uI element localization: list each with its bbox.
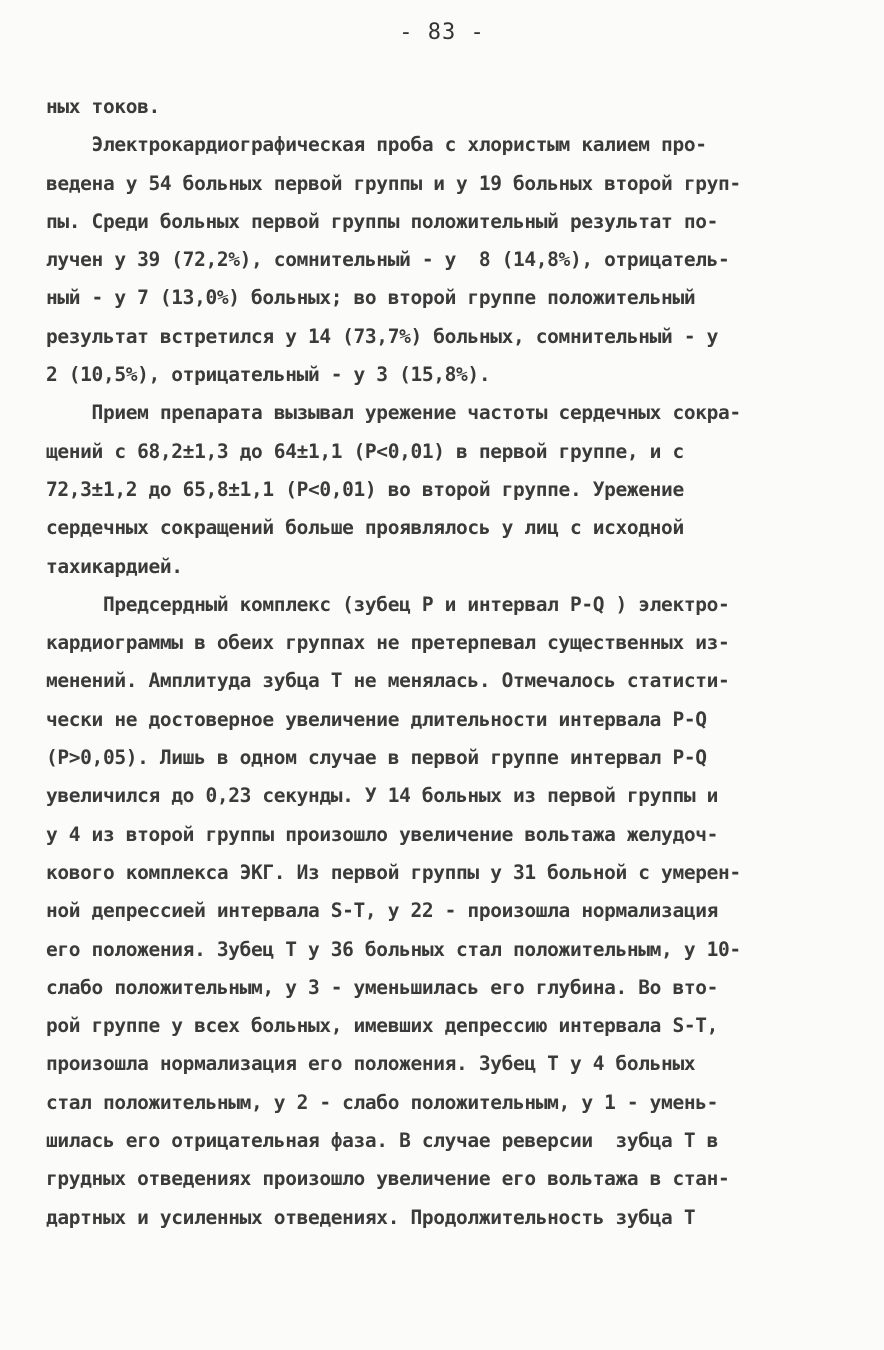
text-line: ных токов. xyxy=(46,95,160,118)
text-line: тахикардией. xyxy=(46,554,183,578)
text-line: ной депрессией интервала S-Т, у 22 - произошла нормализация xyxy=(46,899,719,923)
text-line: рой группе у всех больных, имевших депрессию интервала S-Т, xyxy=(46,1014,719,1038)
text-line: щений с 68,2±1,3 до 64±1,1 (Р<0,01) в первой группе, и с xyxy=(46,439,684,463)
text-line: чески не достоверное увеличение длительности интервала Р-Q xyxy=(46,707,707,731)
text-line: сердечных сокращений больше проявлялось у лиц с исходной xyxy=(46,516,684,540)
text-line: кового комплекса ЭКГ. Из первой группы у 31 больной с умерен- xyxy=(46,860,741,884)
text-line: произошла нормализация его положения. Зубец Т у 4 больных xyxy=(46,1052,696,1076)
text-line: увеличился до 0,23 секунды. У 14 больных из первой группы и xyxy=(46,784,719,808)
text-line: ведена у 54 больных первой группы и у 19 больных второй груп- xyxy=(46,171,741,195)
text-line: результат встретился у 14 (73,7%) больных, сомнительный - у xyxy=(46,324,719,348)
text-line: Предсердный комплекс (зубец Р и интервал Р-Q ) электро- xyxy=(46,592,730,616)
text-line: кардиограммы в обеих группах не претерпевал существенных из- xyxy=(46,631,730,655)
text-line: дартных и усиленных отведениях. Продолжительность зубца Т xyxy=(46,1205,696,1229)
page-number: - 83 - xyxy=(399,20,485,45)
body-text xyxy=(46,88,846,1237)
text-line: грудных отведениях произошло увеличение его вольтажа в стан- xyxy=(46,1167,730,1191)
text-line: лучен у 39 (72,2%), сомнительный - у 8 (14,8%), отрицатель- xyxy=(46,248,730,272)
text-line: пы. Среди больных первой группы положительный результат по- xyxy=(46,209,719,233)
text-line: Электрокардиографическая проба с хлористым калием про- xyxy=(46,133,707,157)
text-line: Прием препарата вызывал урежение частоты сердечных сокра- xyxy=(46,401,741,425)
text-line: (Р>0,05). Лишь в одном случае в первой группе интервал Р-Q xyxy=(46,746,707,770)
text-line: 72,3±1,2 до 65,8±1,1 (Р<0,01) во второй группе. Урежение xyxy=(46,477,684,501)
text-line: слабо положительным, у 3 - уменьшилась его глубина. Во вто- xyxy=(46,975,719,999)
text-line: ный - у 7 (13,0%) больных; во второй группе положительный xyxy=(46,286,696,310)
text-line: 2 (10,5%), отрицательный - у 3 (15,8%). xyxy=(46,363,491,387)
text-line: шилась его отрицательная фаза. В случае реверсии зубца Т в xyxy=(46,1129,719,1153)
text-line: у 4 из второй группы произошло увеличение вольтажа желудоч- xyxy=(46,822,719,846)
text-line: его положения. Зубец Т у 36 больных стал положительным, у 10- xyxy=(46,937,741,961)
text-line: стал положительным, у 2 - слабо положительным, у 1 - умень- xyxy=(46,1090,719,1114)
text-line: менений. Амплитуда зубца Т не менялась. Отмечалось статисти- xyxy=(46,669,730,693)
